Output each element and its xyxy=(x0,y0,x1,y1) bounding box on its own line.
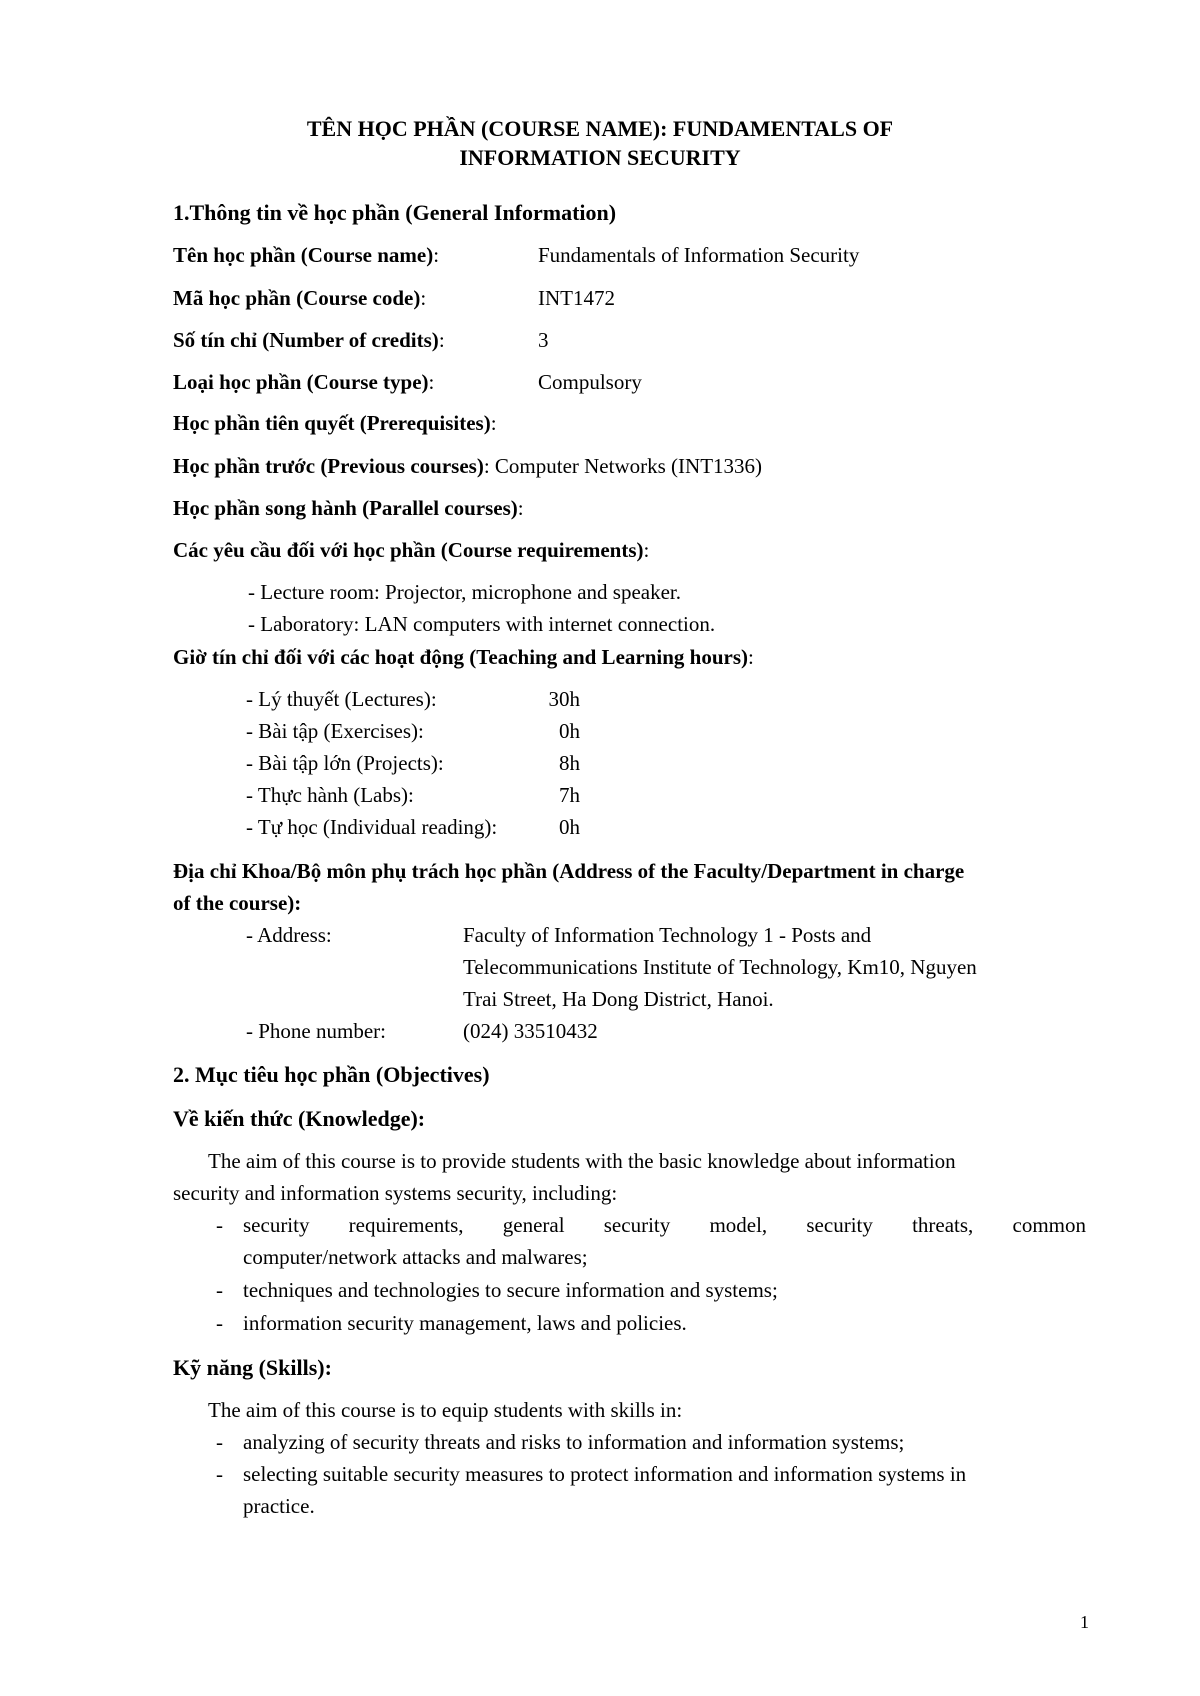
address-heading-line1: Địa chỉ Khoa/Bộ môn phụ trách học phần (Address of the Faculty/Department in charge xyxy=(173,859,965,883)
field-course-code-label: Mã học phần (Course code): xyxy=(173,286,427,310)
hours-value: 30h xyxy=(548,687,580,711)
knowledge-intro-line2: security and information systems security, including: xyxy=(173,1181,618,1205)
knowledge-bullet-line: information security management, laws and policies. xyxy=(243,1311,687,1335)
bullet-dash: - xyxy=(216,1430,223,1454)
field-course-code-value: INT1472 xyxy=(538,286,615,310)
skills-bullet-line: selecting suitable security measures to protect information and information systems in xyxy=(243,1462,967,1486)
address-line: Telecommunications Institute of Technology, Km10, Nguyen xyxy=(463,955,977,979)
skills-bullet-line: analyzing of security threats and risks to information and information systems; xyxy=(243,1430,905,1454)
section2-heading: 2. Mục tiêu học phần (Objectives) xyxy=(173,1062,490,1087)
phone-value: (024) 33510432 xyxy=(463,1019,598,1043)
skills-heading: Kỹ năng (Skills): xyxy=(173,1355,332,1380)
address-line: Trai Street, Ha Dong District, Hanoi. xyxy=(463,987,774,1011)
field-teaching-hours: Giờ tín chỉ đối với các hoạt động (Teaching and Learning hours): xyxy=(173,645,754,669)
hours-label: - Bài tập (Exercises): xyxy=(246,719,424,743)
course-title-line2: INFORMATION SECURITY xyxy=(459,145,741,170)
bullet-dash: - xyxy=(216,1213,223,1237)
field-course-requirements: Các yêu cầu đối với học phần (Course requirements): xyxy=(173,538,650,562)
hours-label: - Lý thuyết (Lectures): xyxy=(246,687,437,711)
address-label: - Address: xyxy=(246,923,332,947)
field-previous-courses: Học phần trước (Previous courses): Computer Networks (INT1336) xyxy=(173,454,763,478)
bullet-dash: - xyxy=(216,1278,223,1302)
requirement-item: - Lecture room: Projector, microphone and speaker. xyxy=(248,580,682,604)
requirement-item: - Laboratory: LAN computers with internet connection. xyxy=(248,612,716,636)
knowledge-intro-line1: The aim of this course is to provide students with the basic knowledge about information xyxy=(208,1149,956,1173)
hours-label: - Bài tập lớn (Projects): xyxy=(246,751,444,775)
phone-label: - Phone number: xyxy=(246,1019,386,1043)
hours-label: - Thực hành (Labs): xyxy=(246,783,414,807)
bullet-dash: - xyxy=(216,1311,223,1335)
field-course-name-label: Tên học phần (Course name): xyxy=(173,243,440,267)
section1-heading: 1.Thông tin về học phần (General Information) xyxy=(173,200,617,225)
address-line: Faculty of Information Technology 1 - Posts and xyxy=(463,923,872,947)
field-course-name-value: Fundamentals of Information Security xyxy=(538,243,860,267)
field-prerequisites: Học phần tiên quyết (Prerequisites): xyxy=(173,411,497,435)
skills-bullet-line: practice. xyxy=(243,1494,315,1518)
hours-value: 0h xyxy=(559,719,580,743)
address-heading-line2: of the course): xyxy=(173,891,302,915)
field-credits-label: Số tín chỉ (Number of credits): xyxy=(173,328,445,352)
field-parallel-courses: Học phần song hành (Parallel courses): xyxy=(173,496,524,520)
knowledge-bullet-line: security requirements, general security model, security threats, common xyxy=(243,1213,1086,1237)
bullet-dash: - xyxy=(216,1462,223,1486)
course-title-line1: TÊN HỌC PHẦN (COURSE NAME): FUNDAMENTALS OF xyxy=(306,116,894,141)
hours-value: 8h xyxy=(559,751,580,775)
knowledge-bullet-line: techniques and technologies to secure information and systems; xyxy=(243,1278,778,1302)
hours-value: 0h xyxy=(559,815,580,839)
knowledge-heading: Về kiến thức (Knowledge): xyxy=(173,1106,426,1131)
field-course-type-value: Compulsory xyxy=(538,370,642,394)
hours-label: - Tự học (Individual reading): xyxy=(246,815,498,839)
field-course-type-label: Loại học phần (Course type): xyxy=(173,370,435,394)
page-number: 1 xyxy=(1080,1612,1089,1632)
knowledge-bullet-line: computer/network attacks and malwares; xyxy=(243,1245,588,1269)
skills-intro: The aim of this course is to equip students with skills in: xyxy=(208,1398,683,1422)
hours-value: 7h xyxy=(559,783,580,807)
field-credits-value: 3 xyxy=(538,328,549,352)
